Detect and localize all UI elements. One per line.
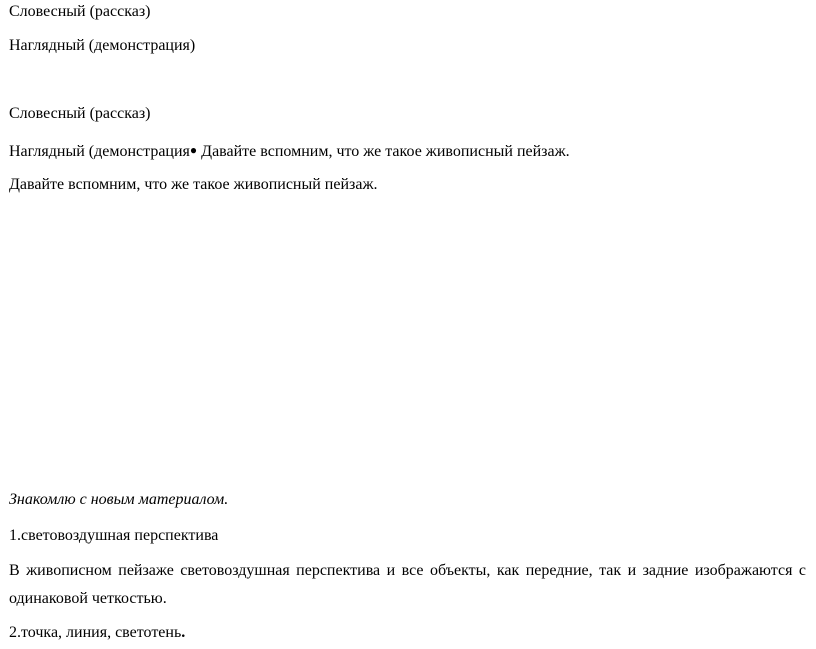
paragraph-line-1: В живописном пейзаже световоздушная перспектива и все объекты, как передние, так и задние изображаются с: [9, 562, 806, 579]
text-line-4: [9, 140, 570, 162]
text-line-2: Наглядный (демонстрация): [9, 37, 196, 54]
text-line-1: Словесный (рассказ): [9, 3, 151, 20]
list-item-2: [9, 623, 185, 643]
bullet-icon: ●: [189, 143, 198, 157]
list-item-2-text: 2.точка, линия, светотень: [9, 624, 182, 641]
text-line-3: Словесный (рассказ): [9, 105, 151, 122]
paragraph-line-2: одинаковой четкостью.: [9, 590, 167, 607]
text-line-4-start: Наглядный (демонстрация: [9, 143, 190, 160]
list-item-1: 1.световоздушная перспектива: [9, 527, 219, 544]
intro-heading: Знакомлю с новым материалом.: [9, 491, 229, 508]
text-line-4-end: Давайте вспомним, что же такое живописный пейзаж.: [201, 143, 570, 160]
text-line-5: Давайте вспомним, что же такое живописный пейзаж.: [9, 176, 378, 193]
list-item-2-end: .: [181, 624, 186, 641]
